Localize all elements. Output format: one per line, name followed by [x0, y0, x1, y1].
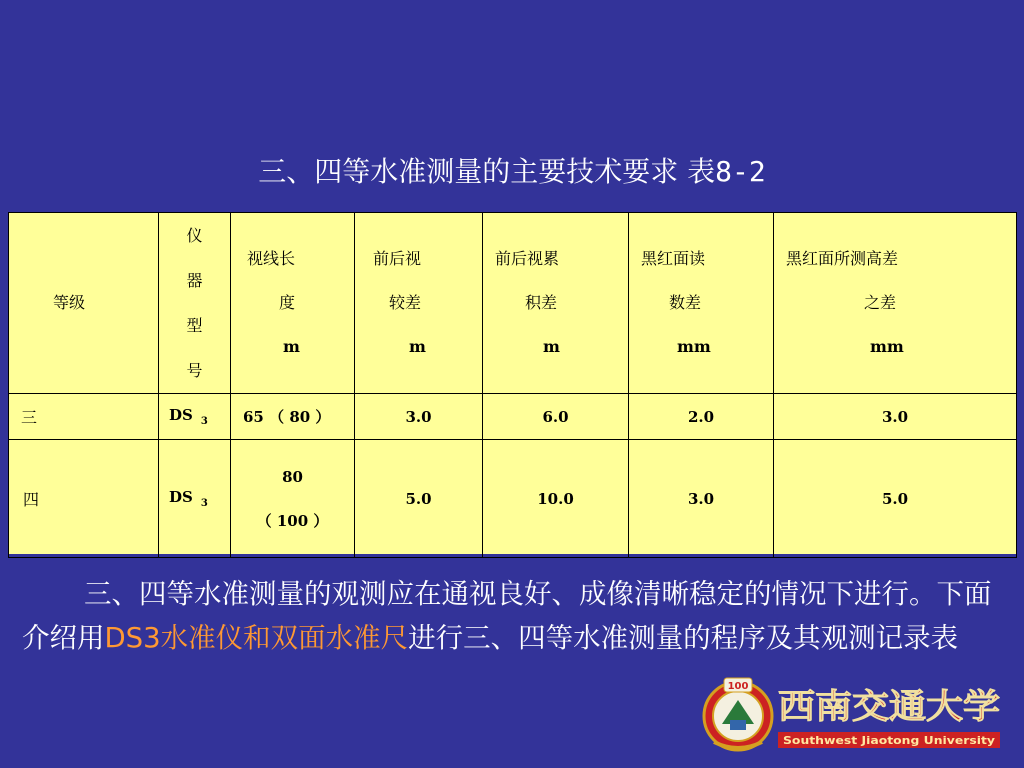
requirements-table	[8, 212, 1016, 554]
header-fbc-unit: m	[543, 337, 560, 356]
header-instrument-c4: 号	[186, 361, 203, 380]
header-rbh-unit: mm	[870, 337, 904, 356]
header-fbd-unit: m	[409, 337, 426, 356]
slide-title	[0, 152, 1024, 192]
header-rb-height	[774, 213, 1017, 394]
row-sight-length	[231, 440, 355, 558]
header-instrument	[159, 213, 231, 394]
row-grade-3: 三	[9, 394, 159, 440]
sight-line-1: 80	[282, 467, 303, 486]
row-grade-4: 四	[9, 440, 159, 558]
body-paragraph	[22, 572, 992, 660]
university-emblem-icon	[704, 678, 772, 750]
header-fb-diff	[355, 213, 483, 394]
header-rbh-l2: 之差	[864, 293, 897, 312]
header-rbr-l1: 黑红面读	[641, 249, 706, 268]
row-rb-height: 3.0	[774, 394, 1017, 440]
instrument-subscript: 3	[200, 498, 208, 509]
paragraph-part1: 三、四等水准测量的观测应在通视良好、成像清晰稳定的情况下进行。下面介绍用	[22, 578, 992, 654]
row-fb-cum: 6.0	[483, 394, 629, 440]
logo-english-name: Southwest Jiaotong University	[783, 734, 995, 747]
header-grade	[9, 213, 159, 394]
row-rb-height: 5.0	[774, 440, 1017, 558]
table-row	[9, 440, 1017, 558]
row-rb-reading: 2.0	[629, 394, 774, 440]
header-fbd-l2: 较差	[389, 293, 422, 312]
row-fb-diff: 3.0	[355, 394, 483, 440]
header-fbc-l1: 前后视累	[495, 249, 560, 268]
instrument-text: DS	[169, 406, 193, 424]
header-rb-reading	[629, 213, 774, 394]
instrument-text: DS	[169, 488, 193, 506]
header-grade-text: 等级	[53, 293, 86, 312]
row-rb-reading: 3.0	[629, 440, 774, 558]
header-sight-l1: 视线长	[247, 249, 296, 268]
header-instrument-c3: 型	[186, 316, 203, 335]
row-fb-diff: 5.0	[355, 440, 483, 558]
sight-line-2: （ 100 ）	[256, 511, 329, 530]
table-header-row	[9, 213, 1017, 394]
header-instrument-c1: 仪	[186, 226, 203, 245]
university-logo	[700, 676, 1010, 752]
header-fbd-l1: 前后视	[373, 249, 422, 268]
header-sight-unit: m	[283, 337, 300, 356]
table-row	[9, 394, 1017, 440]
header-fbc-l2: 积差	[525, 293, 558, 312]
logo-chinese-name: 西南交通大学	[778, 687, 1000, 727]
title-text: 三、四等水准测量的主要技术要求 表	[258, 155, 716, 188]
emblem-badge-number: 100	[727, 681, 749, 692]
row-instrument	[159, 440, 231, 558]
title-table-number: 8-2	[715, 155, 766, 188]
header-rbr-unit: mm	[677, 337, 711, 356]
header-sight-l2: 度	[279, 293, 296, 312]
header-instrument-c2: 器	[186, 271, 203, 290]
instrument-subscript: 3	[200, 416, 208, 427]
header-fb-cum	[483, 213, 629, 394]
header-sight-length	[231, 213, 355, 394]
row-sight-length: 65 （ 80 ）	[231, 394, 355, 440]
header-rbr-l2: 数差	[669, 293, 702, 312]
row-fb-cum: 10.0	[483, 440, 629, 558]
paragraph-highlight: DS3水准仪和双面水准尺	[104, 622, 409, 654]
paragraph-part2: 进行三、四等水准测量的程序及其观测记录表	[408, 622, 959, 654]
header-rbh-l1: 黑红面所测高差	[786, 249, 899, 268]
row-instrument	[159, 394, 231, 440]
